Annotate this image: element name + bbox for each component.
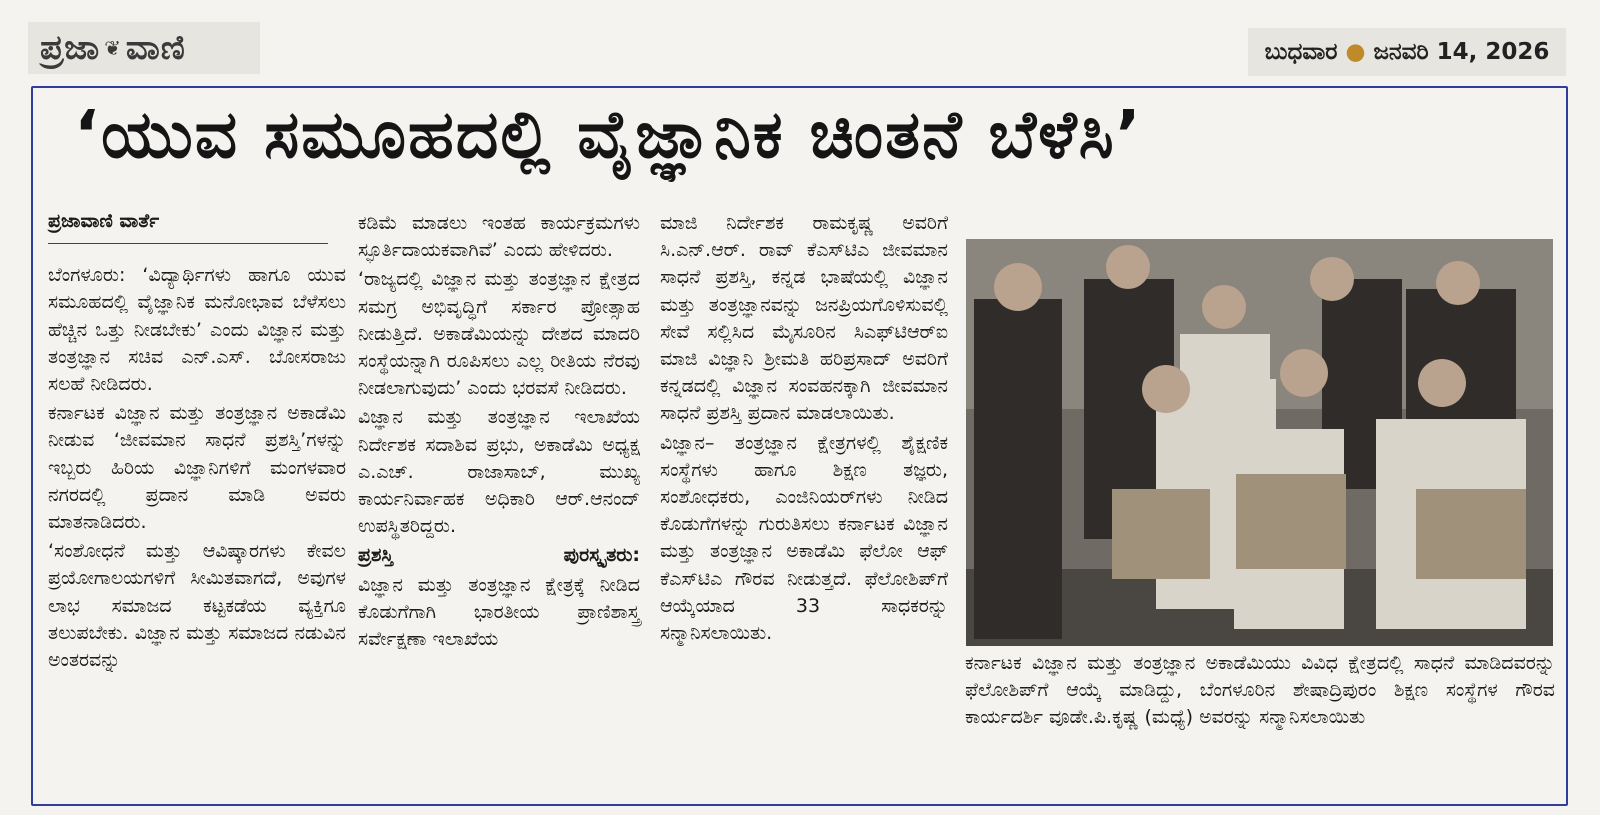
dateline (1248, 28, 1566, 76)
paragraph: ‘ರಾಜ್ಯದಲ್ಲಿ ವಿಜ್ಞಾನ ಮತ್ತು ತಂತ್ರಜ್ಞಾನ ಕ್ಷೇತ್ರದ ಸಮಗ್ರ ಅಭಿವೃದ್ಧಿಗೆ ಸರ್ಕಾರ ಪ್ರೋತ್ಸಾಹ ನೀಡುತ್ತಿದೆ. ಅಕಾಡೆಮಿಯನ್ನು ದೇಶದ ಮಾದರಿ ಸಂಸ್ಥೆಯನ್ನಾಗಿ ರೂಪಿಸಲು ಎಲ್ಲ ರೀತಿಯ ನೆರವು ನೀಡಲಾಗುವುದು’ ಎಂದು ಭರವಸೆ ನೀಡಿದರು. (358, 268, 640, 400)
paragraph: ವಿಜ್ಞಾನ ಮತ್ತು ತಂತ್ರಜ್ಞಾನ ಕ್ಷೇತ್ರಕ್ಕೆ ನೀಡಿದ ಕೊಡುಗೆಗಾಗಿ ಭಾರತೀಯ ಪ್ರಾಣಿಶಾಸ್ತ್ರ ಸರ್ವೇಕ್ಷಣಾ ಇಲಾಖೆಯ (358, 573, 640, 651)
news-photo (966, 239, 1553, 646)
article-column-2 (358, 210, 640, 655)
article-column-1 (48, 208, 346, 676)
masthead-left: ಪ್ರಜಾ (40, 28, 101, 68)
photo-caption: ಕರ್ನಾಟಕ ವಿಜ್ಞಾನ ಮತ್ತು ತಂತ್ರಜ್ಞಾನ ಅಕಾಡೆಮಿಯು ವಿವಿಧ ಕ್ಷೇತ್ರದಲ್ಲಿ ಸಾಧನೆ ಮಾಡಿದವರನ್ನು ಫೆಲೋಶಿಪ್‌ಗೆ ಆಯ್ಕೆ ಮಾಡಿದ್ದು, ಬೆಂಗಳೂರಿನ ಶೇಷಾದ್ರಿಪುರಂ ಶಿಕ್ಷಣ ಸಂಸ್ಥೆಗಳ ಗೌರವ ಕಾರ್ಯದರ್ಶಿ ವೂಡೇ.ಪಿ.ಕೃಷ್ಣ (ಮಧ್ಯೆ) ಅವರನ್ನು ಸನ್ಮಾನಿಸಲಾಯಿತು (965, 652, 1555, 728)
subhead-right: ಪುರಸ್ಕೃತರು: (563, 544, 640, 567)
paragraph: ಕಡಿಮೆ ಮಾಡಲು ಇಂತಹ ಕಾರ್ಯಕ್ರಮಗಳು ಸ್ಫೂರ್ತಿದಾಯಕವಾಗಿವೆ’ ಎಂದು ಹೇಳಿದರು. (358, 212, 640, 262)
dateline-date: ಜನವರಿ 14, 2026 (1373, 39, 1550, 65)
masthead-right: ವಾಣಿ (125, 28, 186, 68)
bullet-icon: ● (1345, 39, 1366, 65)
paragraph: ವಿಜ್ಞಾನ– ತಂತ್ರಜ್ಞಾನ ಕ್ಷೇತ್ರಗಳಲ್ಲಿ ಶೈಕ್ಷಣಿಕ ಸಂಸ್ಥೆಗಳು ಹಾಗೂ ಶಿಕ್ಷಣ ತಜ್ಞರು, ಸಂಶೋಧಕರು, ಎಂಜಿನಿಯರ್‌ಗಳು ನೀಡಿದ ಕೊಡುಗೆಗಳನ್ನು ಗುರುತಿಸಲು ಕರ್ನಾಟಕ ವಿಜ್ಞಾನ ಮತ್ತು ತಂತ್ರಜ್ಞಾನ ಅಕಾಡೆಮಿ ಫೆಲೋ ಆಫ್ ಕೆಎಸ್‌ಟಿಎ ಗೌರವ ನೀಡುತ್ತದೆ. ಫೆಲೋಶಿಪ್‌ಗೆ ಆಯ್ಕೆಯಾದ 33 ಸಾಧಕರನ್ನು ಸನ್ಮಾನಿಸಲಾಯಿತು. (660, 431, 948, 645)
awardees-subhead (358, 542, 640, 569)
dateline-day: ಬುಧವಾರ (1264, 39, 1338, 65)
masthead-emblem-icon: ❦ (104, 36, 122, 60)
article-headline: ‘ಯುವ ಸಮೂಹದಲ್ಲಿ ವೈಜ್ಞಾನಿಕ ಚಿಂತನೆ ಬೆಳೆಸಿ’ (74, 96, 1143, 173)
paragraph: ವಿಜ್ಞಾನ ಮತ್ತು ತಂತ್ರಜ್ಞಾನ ಇಲಾಖೆಯ ನಿರ್ದೇಶಕ ಸದಾಶಿವ ಪ್ರಭು, ಅಕಾಡೆಮಿ ಅಧ್ಯಕ್ಷ ಎ.ಎಚ್. ರಾಜಾಸಾಬ್, ಮುಖ್ಯ ಕಾರ್ಯನಿರ್ವಾಹಕ ಅಧಿಕಾರಿ ಆರ್.ಆನಂದ್ ಉಪಸ್ಥಿತರಿದ್ದರು. (358, 406, 640, 538)
paragraph: ಬೆಂಗಳೂರು: ‘ವಿದ್ಯಾರ್ಥಿಗಳು ಹಾಗೂ ಯುವ ಸಮೂಹದಲ್ಲಿ ವೈಜ್ಞಾನಿಕ ಮನೋಭಾವ ಬೆಳೆಸಲು ಹೆಚ್ಚಿನ ಒತ್ತು ನೀಡಬೇಕು’ ಎಂದು ವಿಜ್ಞಾನ ಮತ್ತು ತಂತ್ರಜ್ಞಾನ ಸಚಿವ ಎನ್.ಎಸ್. ಬೋಸರಾಜು ಸಲಹೆ ನೀಡಿದರು. (48, 264, 346, 396)
paragraph: ಕರ್ನಾಟಕ ವಿಜ್ಞಾನ ಮತ್ತು ತಂತ್ರಜ್ಞಾನ ಅಕಾಡೆಮಿ ನೀಡುವ ‘ಜೀವಮಾನ ಸಾಧನೆ ಪ್ರಶಸ್ತಿ’ಗಳನ್ನು ಇಬ್ಬರು ಹಿರಿಯ ವಿಜ್ಞಾನಿಗಳಿಗೆ ಮಂಗಳವಾರ ನಗರದಲ್ಲಿ ಪ್ರದಾನ ಮಾಡಿ ಅವರು ಮಾತನಾಡಿದರು. (48, 402, 346, 534)
byline: ಪ್ರಜಾವಾಣಿ ವಾರ್ತೆ (48, 208, 328, 244)
subhead-left: ಪ್ರಶಸ್ತಿ (358, 544, 394, 567)
article-column-3 (660, 210, 948, 649)
paragraph: ‘ಸಂಶೋಧನೆ ಮತ್ತು ಆವಿಷ್ಕಾರಗಳು ಕೇವಲ ಪ್ರಯೋಗಾಲಯಗಳಿಗೆ ಸೀಮಿತವಾಗದೆ, ಅವುಗಳ ಲಾಭ ಸಮಾಜದ ಕಟ್ಟಕಡೆಯ ವ್ಯಕ್ತಿಗೂ ತಲುಪಬೇಕು. ವಿಜ್ಞಾನ ಮತ್ತು ಸಮಾಜದ ನಡುವಿನ ಅಂತರವನ್ನು (48, 540, 346, 672)
paragraph: ಮಾಜಿ ನಿರ್ದೇಶಕ ರಾಮಕೃಷ್ಣ ಅವರಿಗೆ ಸಿ.ಎನ್.ಆರ್. ರಾವ್ ಕೆಎಸ್‌ಟಿಎ ಜೀವಮಾನ ಸಾಧನೆ ಪ್ರಶಸ್ತಿ, ಕನ್ನಡ ಭಾಷೆಯಲ್ಲಿ ವಿಜ್ಞಾನ ಮತ್ತು ತಂತ್ರಜ್ಞಾನವನ್ನು ಜನಪ್ರಿಯಗೊಳಿಸುವಲ್ಲಿ ಸೇವೆ ಸಲ್ಲಿಸಿದ ಮೈಸೂರಿನ ಸಿಎಫ್‌ಟಿಆರ್‌ಐ ಮಾಜಿ ವಿಜ್ಞಾನಿ ಶ್ರೀಮತಿ ಹರಿಪ್ರಸಾದ್ ಅವರಿಗೆ ಕನ್ನಡದಲ್ಲಿ ವಿಜ್ಞಾನ ಸಂವಹನಕ್ಕಾಗಿ ಜೀವಮಾನ ಸಾಧನೆ ಪ್ರಶಸ್ತಿ ಪ್ರದಾನ ಮಾಡಲಾಯಿತು. (660, 212, 948, 425)
newspaper-masthead (28, 22, 260, 74)
